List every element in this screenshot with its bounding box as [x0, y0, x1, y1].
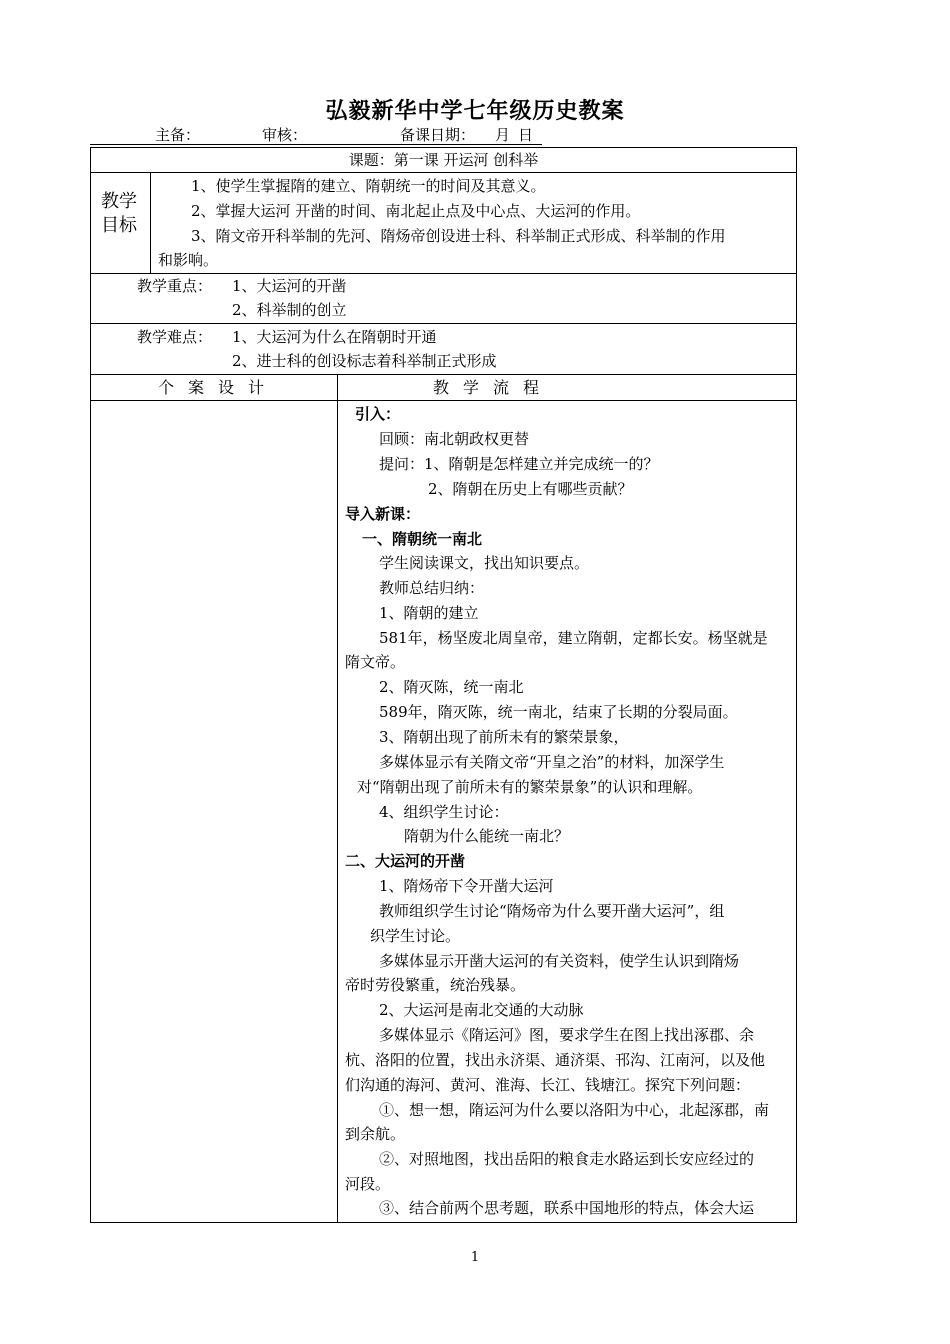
- objective-item: 2、掌握大运河 开凿的时间、南北起止点及中心点、大运河的作用。: [191, 202, 641, 220]
- objective-item: 和影响。: [158, 251, 219, 269]
- column-header-teaching-flow: 教学流程: [433, 378, 554, 397]
- flow-line: ①、想一想，隋运河为什么要以洛阳为中心，北起涿郡，南: [379, 1101, 770, 1119]
- flow-line: 隋文帝。: [345, 653, 406, 671]
- rule-topic: [90, 172, 797, 173]
- flow-line: 1、隋炀帝下令开凿大运河: [379, 877, 554, 895]
- flow-line: 多媒体显示有关隋文帝“开皇之治”的材料，加深学生: [379, 753, 725, 771]
- flow-line: 到余航。: [345, 1125, 406, 1143]
- objective-item: 1、使学生掌握隋的建立、隋朝统一的时间及其意义。: [191, 177, 546, 195]
- flow-line: 织学生讨论。: [370, 927, 461, 945]
- flow-line: 教师组织学生讨论“隋炀帝为什么要开凿大运河”，组: [379, 902, 725, 920]
- objectives-label-1: 教学: [101, 191, 137, 212]
- lesson-topic: 课题：第一课 开运河 创科举: [348, 151, 539, 169]
- flow-line: 3、隋朝出现了前所未有的繁荣景象，: [379, 728, 629, 746]
- difficulty-item: 2、进士科的创设标志着科举制正式形成: [232, 352, 497, 370]
- page-number: 1: [470, 1250, 480, 1265]
- flow-line: 提问：1、隋朝是怎样建立并完成统一的？: [379, 455, 659, 473]
- column-divider: [337, 374, 338, 1223]
- flow-heading: 引入：: [355, 405, 401, 423]
- rule-keypoints: [90, 323, 797, 324]
- flow-line: 2、隋灭陈，统一南北: [379, 678, 524, 696]
- key-point-item: 2、科举制的创立: [232, 301, 347, 319]
- rule-columns: [90, 400, 797, 401]
- flow-heading: 导入新课：: [345, 505, 421, 523]
- date-label: 备课日期：: [400, 126, 476, 144]
- flow-line: 多媒体显示《隋运河》图，要求学生在图上找出涿郡、余: [379, 1026, 755, 1044]
- flow-line: 河段。: [345, 1175, 391, 1193]
- flow-line: 581年，杨坚废北周皇帝，建立隋朝，定都长安。杨坚就是: [379, 629, 768, 647]
- flow-line: ②、对照地图，找出岳阳的粮食走水路运到长安应经过的: [379, 1150, 755, 1168]
- flow-line: 们沟通的海河、黄河、淮海、长江、钱塘江。探究下列问题：: [345, 1076, 751, 1094]
- flow-section-heading: 二、大运河的开凿: [345, 852, 466, 870]
- flow-line: 帝时劳役繁重，统治残暴。: [345, 976, 526, 994]
- date-month: 月: [495, 126, 511, 144]
- difficulty-item: 1、大运河为什么在隋朝时开通: [232, 328, 437, 346]
- date-day: 日: [518, 126, 534, 144]
- objective-item: 3、隋文帝开科举制的先河、隋炀帝创设进士科、科举制正式形成、科举制的作用: [191, 227, 726, 245]
- flow-section-heading: 一、隋朝统一南北: [362, 530, 483, 548]
- flow-line: 2、隋朝在历史上有哪些贡献？: [428, 480, 633, 498]
- reviewer-label: 审核：: [262, 126, 308, 144]
- flow-line: 589年，隋灭陈，统一南北，结束了长期的分裂局面。: [379, 703, 738, 721]
- column-header-case-design: 个案设计: [158, 378, 279, 397]
- flow-line: 多媒体显示开凿大运河的有关资料，使学生认识到隋炀: [379, 952, 740, 970]
- rule-difficulties: [90, 374, 797, 375]
- flow-line: 对“隋朝出现了前所未有的繁荣景象”的认识和理解。: [357, 778, 703, 796]
- objectives-divider: [150, 172, 151, 273]
- objectives-label-2: 目标: [101, 215, 137, 236]
- flow-line: 2、大运河是南北交通的大动脉: [379, 1001, 584, 1019]
- flow-line: 杭、洛阳的位置，找出永济渠、通济渠、邗沟、江南河，以及他: [345, 1051, 766, 1069]
- flow-line: 1、隋朝的建立: [379, 604, 479, 622]
- flow-line: 教师总结归纳：: [379, 579, 485, 597]
- flow-line: 回顾：南北朝政权更替: [379, 430, 530, 448]
- header-meta: [90, 126, 542, 145]
- document-title: 弘毅新华中学七年级历史教案: [325, 99, 625, 124]
- key-points-label: 教学重点：: [137, 277, 213, 295]
- difficulties-label: 教学难点：: [137, 328, 213, 346]
- flow-line: ③、结合前两个思考题，联系中国地形的特点，体会大运: [379, 1199, 755, 1217]
- flow-line: 学生阅读课文，找出知识要点。: [379, 554, 590, 572]
- flow-line: 隋朝为什么能统一南北？: [404, 827, 570, 845]
- preparer-label: 主备：: [155, 126, 201, 144]
- flow-line: 4、组织学生讨论：: [379, 803, 509, 821]
- key-point-item: 1、大运河的开凿: [232, 277, 347, 295]
